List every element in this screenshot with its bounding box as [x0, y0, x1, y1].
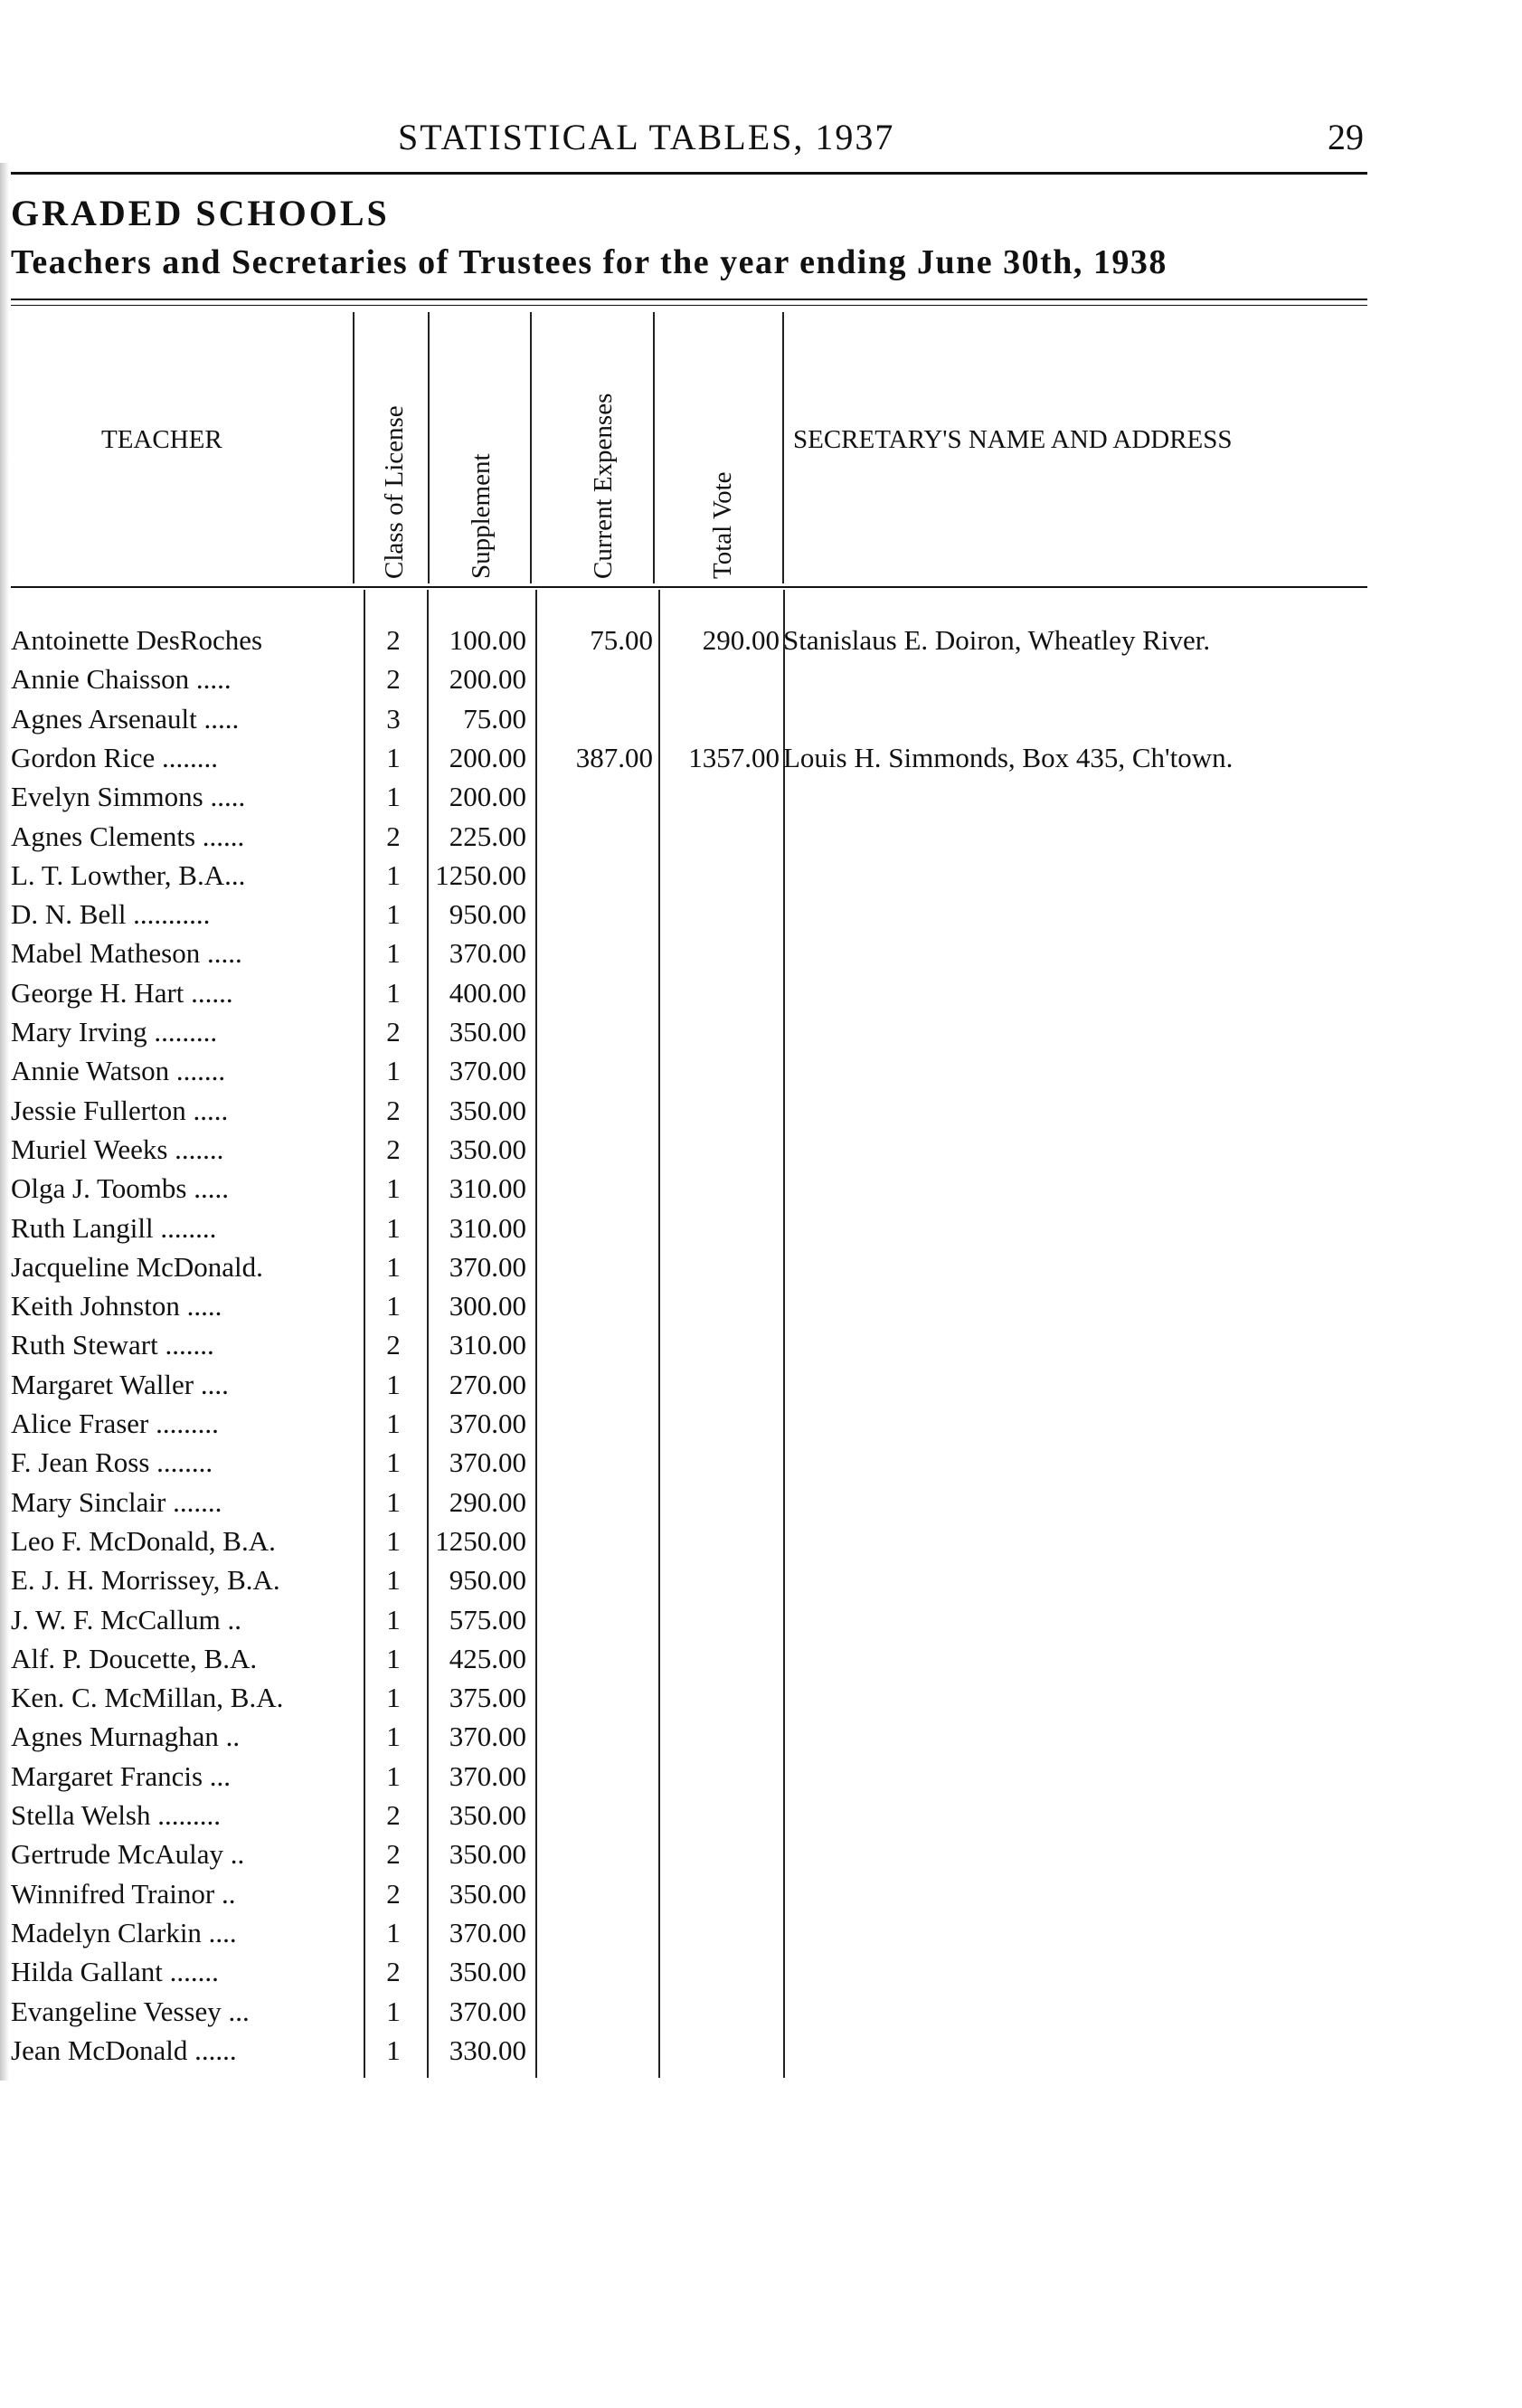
class-of-license: 2	[386, 1956, 401, 1988]
teacher-name: Annie Watson .......	[11, 1055, 226, 1087]
section-subtitle: Teachers and Secretaries of Trustees for the year ending June 30th, 1938	[11, 243, 1167, 281]
header-total-vote: Total Vote	[708, 471, 737, 579]
teacher-name: D. N. Bell ...........	[11, 898, 211, 931]
teacher-name: Ken. C. McMillan, B.A.	[11, 1682, 284, 1714]
supplement-amount: 425.00	[449, 1642, 526, 1674]
supplement-amount: 575.00	[449, 1603, 526, 1635]
class-of-license: 1	[386, 937, 401, 970]
class-of-license: 3	[386, 702, 401, 735]
total-vote-amount: 290.00	[702, 624, 780, 656]
supplement-amount: 350.00	[449, 1016, 526, 1048]
class-of-license: 1	[386, 858, 401, 891]
class-of-license: 2	[386, 1016, 401, 1048]
header-bottom-rule	[11, 586, 1367, 588]
teacher-name: E. J. H. Morrissey, B.A.	[11, 1564, 280, 1597]
teacher-name: Margaret Francis ...	[11, 1759, 232, 1792]
table-row	[0, 1055, 1522, 1094]
class-of-license: 2	[386, 1094, 401, 1126]
teacher-name: Antoinette DesRoches	[11, 624, 263, 656]
header-rule	[11, 172, 1367, 175]
supplement-amount: 350.00	[449, 1956, 526, 1988]
supplement-amount: 310.00	[449, 1172, 526, 1205]
supplement-amount: 370.00	[449, 1916, 526, 1948]
class-of-license: 2	[386, 820, 401, 852]
current-expenses-amount: 75.00	[590, 624, 653, 656]
class-of-license: 2	[386, 624, 401, 656]
table-row	[0, 781, 1522, 820]
table-row	[0, 624, 1522, 663]
header-class-of-license: Class of License	[380, 405, 409, 579]
teacher-name: J. W. F. McCallum ..	[11, 1603, 242, 1635]
teacher-name: Gertrude McAulay ..	[11, 1838, 245, 1871]
table-row	[0, 1133, 1522, 1172]
class-of-license: 2	[386, 1799, 401, 1831]
table-row	[0, 1525, 1522, 1564]
supplement-amount: 370.00	[449, 937, 526, 970]
class-of-license: 1	[386, 1446, 401, 1479]
class-of-license: 2	[386, 1838, 401, 1871]
class-of-license: 1	[386, 1759, 401, 1792]
header-supplement: Supplement	[467, 453, 496, 579]
teacher-name: Keith Johnston .....	[11, 1290, 222, 1323]
teacher-name: Jacqueline McDonald.	[11, 1250, 263, 1283]
teacher-name: Jessie Fullerton .....	[11, 1094, 229, 1126]
teacher-name: Leo F. McDonald, B.A.	[11, 1524, 276, 1557]
table-row	[0, 1878, 1522, 1917]
running-head	[0, 116, 1522, 161]
supplement-amount: 1250.00	[435, 858, 526, 891]
class-of-license: 1	[386, 1682, 401, 1714]
table-row	[0, 1095, 1522, 1133]
class-of-license: 1	[386, 1603, 401, 1635]
class-of-license: 1	[386, 1564, 401, 1597]
supplement-amount: 370.00	[449, 1250, 526, 1283]
section-title: GRADED SCHOOLS	[11, 193, 390, 233]
table-row	[0, 703, 1522, 742]
class-of-license: 1	[386, 1368, 401, 1400]
table-row	[0, 1408, 1522, 1446]
class-of-license: 2	[386, 663, 401, 696]
table-row	[0, 1016, 1522, 1055]
table-row	[0, 1917, 1522, 1956]
table-row	[0, 859, 1522, 898]
table-row	[0, 1329, 1522, 1368]
teacher-name: Agnes Clements ......	[11, 820, 245, 852]
header-teacher: TEACHER	[101, 425, 222, 454]
header-divider	[530, 312, 532, 583]
teacher-name: Madelyn Clarkin ....	[11, 1916, 237, 1948]
table-row	[0, 1996, 1522, 2034]
table-row	[0, 1486, 1522, 1525]
class-of-license: 2	[386, 1133, 401, 1165]
supplement-amount: 370.00	[449, 1408, 526, 1439]
class-of-license: 1	[386, 781, 401, 813]
header-divider	[653, 312, 655, 583]
supplement-amount: 300.00	[449, 1290, 526, 1323]
supplement-amount: 370.00	[449, 1446, 526, 1479]
supplement-amount: 350.00	[449, 1799, 526, 1831]
class-of-license: 1	[386, 1211, 401, 1244]
supplement-amount: 950.00	[449, 898, 526, 931]
table-row	[0, 1212, 1522, 1251]
class-of-license: 1	[386, 1916, 401, 1948]
supplement-amount: 400.00	[449, 976, 526, 1009]
header-divider	[782, 312, 784, 583]
supplement-amount: 290.00	[449, 1485, 526, 1518]
teacher-name: Mabel Matheson .....	[11, 937, 242, 970]
class-of-license: 1	[386, 741, 401, 773]
class-of-license: 1	[386, 1642, 401, 1674]
supplement-amount: 270.00	[449, 1368, 526, 1400]
table-row	[0, 1682, 1522, 1721]
class-of-license: 1	[386, 1055, 401, 1087]
supplement-amount: 75.00	[463, 702, 526, 735]
table-row	[0, 977, 1522, 1016]
table-row	[0, 1604, 1522, 1643]
teacher-name: Olga J. Toombs .....	[11, 1172, 229, 1205]
class-of-license: 1	[386, 1290, 401, 1323]
class-of-license: 2	[386, 1877, 401, 1910]
class-of-license: 2	[386, 1329, 401, 1361]
table-row	[0, 1956, 1522, 1995]
supplement-amount: 950.00	[449, 1564, 526, 1597]
class-of-license: 1	[386, 898, 401, 931]
class-of-license: 1	[386, 1721, 401, 1753]
header-secretary: SECRETARY'S NAME AND ADDRESS	[793, 425, 1233, 454]
teacher-name: Mary Sinclair .......	[11, 1485, 222, 1518]
table-row	[0, 1446, 1522, 1485]
current-expenses-amount: 387.00	[575, 741, 653, 773]
supplement-amount: 350.00	[449, 1133, 526, 1165]
supplement-amount: 310.00	[449, 1329, 526, 1361]
table-row	[0, 1251, 1522, 1290]
teacher-name: Hilda Gallant .......	[11, 1956, 219, 1988]
class-of-license: 1	[386, 1172, 401, 1205]
supplement-amount: 225.00	[449, 820, 526, 852]
header-divider	[428, 312, 430, 583]
table-row	[0, 1838, 1522, 1877]
supplement-amount: 370.00	[449, 1995, 526, 2027]
table-row	[0, 742, 1522, 781]
class-of-license: 1	[386, 1250, 401, 1283]
teacher-name: Winnifred Trainor ..	[11, 1877, 236, 1910]
teacher-name: Alf. P. Doucette, B.A.	[11, 1642, 258, 1674]
table-row	[0, 1643, 1522, 1682]
supplement-amount: 370.00	[449, 1721, 526, 1753]
table-row	[0, 1760, 1522, 1799]
class-of-license: 1	[386, 1408, 401, 1439]
teacher-name: Stella Welsh .........	[11, 1799, 222, 1831]
supplement-amount: 375.00	[449, 1682, 526, 1714]
supplement-amount: 200.00	[449, 781, 526, 813]
teacher-name: Margaret Waller ....	[11, 1368, 229, 1400]
supplement-amount: 310.00	[449, 1211, 526, 1244]
page-number: 29	[1328, 117, 1364, 157]
supplement-amount: 1250.00	[435, 1524, 526, 1557]
table-row	[0, 2034, 1522, 2073]
table-top-rule	[11, 299, 1367, 300]
supplement-amount: 200.00	[449, 741, 526, 773]
table-row	[0, 1290, 1522, 1329]
class-of-license: 1	[386, 2034, 401, 2066]
running-title: STATISTICAL TABLES, 1937	[398, 117, 895, 157]
table-top-rule-2	[11, 305, 1367, 306]
teacher-name: Muriel Weeks .......	[11, 1133, 224, 1165]
teacher-name: Ruth Stewart .......	[11, 1329, 214, 1361]
table-row	[0, 663, 1522, 702]
header-current-expenses: Current Expenses	[589, 393, 618, 579]
supplement-amount: 200.00	[449, 663, 526, 696]
teacher-name: Gordon Rice ........	[11, 741, 219, 773]
supplement-amount: 350.00	[449, 1094, 526, 1126]
class-of-license: 1	[386, 1485, 401, 1518]
teacher-name: Evangeline Vessey ...	[11, 1995, 250, 2027]
supplement-amount: 330.00	[449, 2034, 526, 2066]
teacher-name: F. Jean Ross ........	[11, 1446, 213, 1479]
teacher-name: Agnes Murnaghan ..	[11, 1721, 241, 1753]
secretary-name-address: Stanislaus E. Doiron, Wheatley River.	[783, 624, 1211, 656]
teacher-name: Annie Chaisson .....	[11, 663, 232, 696]
supplement-amount: 370.00	[449, 1055, 526, 1087]
teacher-name: Agnes Arsenault .....	[11, 702, 240, 735]
table-row	[0, 1369, 1522, 1408]
teacher-name: L. T. Lowther, B.A...	[11, 858, 246, 891]
table-row	[0, 1721, 1522, 1759]
secretary-name-address: Louis H. Simmonds, Box 435, Ch'town.	[783, 741, 1234, 773]
table-row	[0, 1564, 1522, 1603]
supplement-amount: 100.00	[449, 624, 526, 656]
supplement-amount: 370.00	[449, 1759, 526, 1792]
table-row	[0, 937, 1522, 976]
class-of-license: 1	[386, 976, 401, 1009]
total-vote-amount: 1357.00	[688, 741, 780, 773]
teacher-name: George H. Hart ......	[11, 976, 233, 1009]
table-row	[0, 1799, 1522, 1838]
supplement-amount: 350.00	[449, 1877, 526, 1910]
table-row	[0, 898, 1522, 937]
teacher-name: Mary Irving .........	[11, 1016, 218, 1048]
table-row	[0, 1172, 1522, 1211]
teacher-name: Ruth Langill ........	[11, 1211, 217, 1244]
class-of-license: 1	[386, 1524, 401, 1557]
header-divider	[353, 312, 355, 583]
teacher-name: Jean McDonald ......	[11, 2034, 237, 2066]
supplement-amount: 350.00	[449, 1838, 526, 1871]
class-of-license: 1	[386, 1995, 401, 2027]
teacher-name: Alice Fraser .........	[11, 1408, 219, 1439]
table-row	[0, 820, 1522, 859]
teacher-name: Evelyn Simmons .....	[11, 781, 246, 813]
